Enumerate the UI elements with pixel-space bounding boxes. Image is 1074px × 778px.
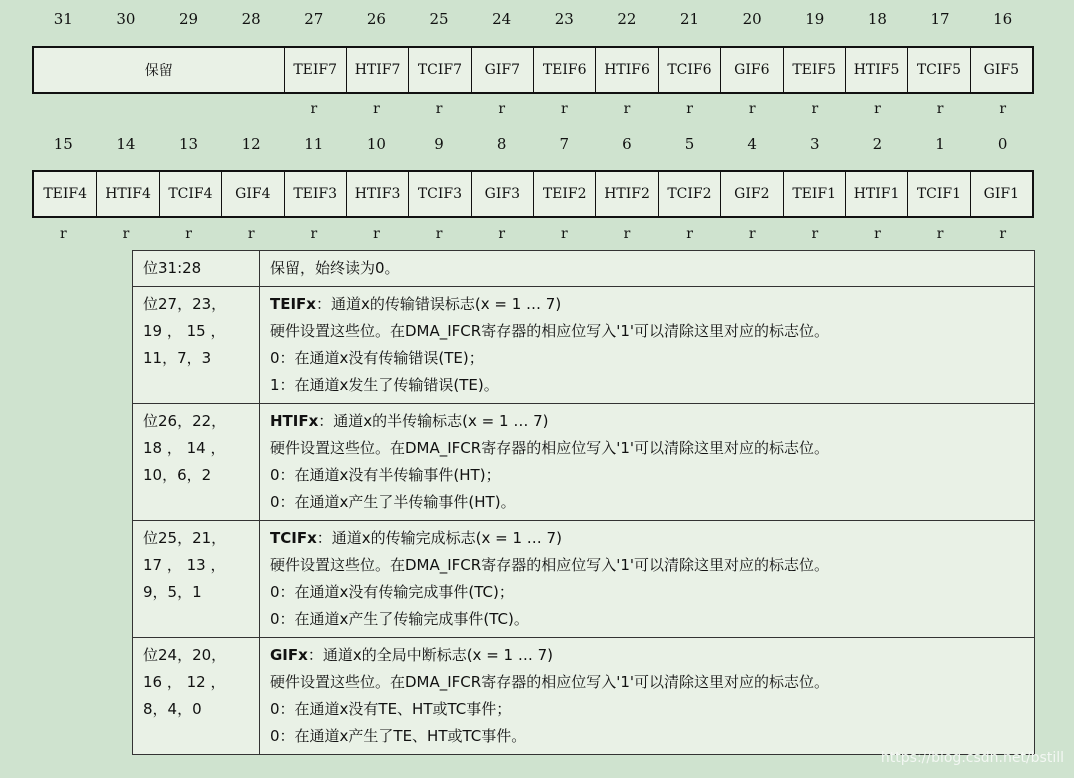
watermark: https://blog.csdn.net/bstill [880, 750, 1064, 766]
bit-range: 位31:28 [133, 251, 260, 287]
description-line: 0：在通道x没有半传输事件(HT)； [270, 466, 501, 484]
register-field: GIF1 [970, 172, 1032, 216]
access-type: r [185, 226, 192, 242]
bit-number: 10 [366, 135, 386, 153]
bit-range: 位27，23， 19 ， 15 ， 11，7，3 [133, 287, 260, 404]
bit-number: 22 [617, 10, 637, 28]
bit-number: 15 [53, 135, 73, 153]
register-field: HTIF4 [96, 172, 158, 216]
register-field: TEIF6 [533, 48, 595, 92]
bit-description-table [132, 250, 1035, 755]
register-field: TEIF3 [284, 172, 346, 216]
register-field: GIF6 [720, 48, 782, 92]
access-type: r [748, 226, 756, 242]
access-type: r [936, 101, 944, 117]
register-field: TEIF1 [783, 172, 845, 216]
bit-number: 25 [429, 10, 449, 28]
bit-description [260, 404, 1035, 521]
field-name: TCIFx [270, 529, 317, 547]
bit-number: 31 [53, 10, 73, 28]
register-field: TEIF2 [533, 172, 595, 216]
register-field: HTIF5 [845, 48, 907, 92]
bit-number: 4 [747, 135, 757, 153]
register-field: TCIF3 [408, 172, 470, 216]
bit-number: 17 [930, 10, 950, 28]
register-field: HTIF1 [845, 172, 907, 216]
access-row-top [32, 101, 1034, 117]
bit-number: 18 [867, 10, 887, 28]
bit-number: 20 [742, 10, 762, 28]
description-line: 硬件设置这些位。在DMA_IFCR寄存器的相应位写入'1'可以清除这里对应的标志位。 [270, 439, 829, 457]
access-type: r [435, 101, 443, 117]
bit-number: 28 [241, 10, 261, 28]
register-row-bottom [32, 170, 1034, 218]
field-name: HTIFx [270, 412, 319, 430]
access-type: r [999, 226, 1007, 242]
bit-number: 30 [116, 10, 136, 28]
description-line: 硬件设置这些位。在DMA_IFCR寄存器的相应位写入'1'可以清除这里对应的标志位。 [270, 322, 829, 340]
bit-number: 7 [559, 135, 570, 153]
bit-description [260, 251, 1035, 287]
bit-number: 3 [810, 135, 820, 153]
description-line: 0：在通道x产生了传输完成事件(TC)。 [270, 610, 529, 628]
access-type: r [122, 226, 130, 242]
bit-number: 23 [554, 10, 574, 28]
bit-number: 19 [805, 10, 825, 28]
access-type: r [748, 101, 756, 117]
access-type: r [811, 226, 819, 242]
access-type: r [686, 226, 693, 242]
register-field: TCIF1 [907, 172, 969, 216]
field-name: TEIFx [270, 295, 316, 313]
register-row-top [32, 46, 1034, 94]
register-field: TCIF5 [907, 48, 969, 92]
description-line: 1：在通道x发生了传输错误(TE)。 [270, 376, 499, 394]
bit-range: 位26，22， 18 ， 14 ， 10，6，2 [133, 404, 260, 521]
bit-description [260, 287, 1035, 404]
bit-number: 6 [622, 135, 632, 153]
access-row-bottom [32, 226, 1034, 242]
description-row [133, 251, 1035, 287]
access-type: r [373, 101, 380, 117]
access-type: r [373, 226, 380, 242]
register-field: GIF2 [720, 172, 782, 216]
bit-numbers-top [32, 10, 1034, 28]
bit-number: 13 [179, 135, 199, 153]
field-heading [270, 408, 1024, 435]
access-type: r [560, 101, 568, 117]
bit-number: 0 [997, 135, 1008, 153]
description-line: 0：在通道x产生了半传输事件(HT)。 [270, 493, 516, 511]
access-type: r [310, 226, 318, 242]
bit-numbers-bottom [32, 135, 1034, 153]
bit-number: 26 [366, 10, 386, 28]
register-field: GIF4 [221, 172, 283, 216]
description-line: 保留，始终读为0。 [270, 259, 400, 277]
register-field: HTIF2 [595, 172, 657, 216]
access-type: r [435, 226, 443, 242]
bit-range: 位25，21， 17 ， 13 ， 9，5，1 [133, 521, 260, 638]
description-line: 0：在通道x没有传输完成事件(TC)； [270, 583, 514, 601]
bit-number: 29 [179, 10, 199, 28]
access-type: r [623, 101, 631, 117]
bit-description [260, 521, 1035, 638]
bit-number: 2 [872, 135, 883, 153]
access-type: r [623, 226, 631, 242]
register-field: GIF7 [471, 48, 533, 92]
reserved-field: 保留 [144, 63, 173, 79]
access-type: r [498, 101, 506, 117]
field-heading [270, 525, 1024, 552]
description-row [133, 638, 1035, 755]
register-field: HTIF3 [346, 172, 408, 216]
field-title: ：通道x的传输错误标志(x = 1 … 7) [315, 295, 562, 313]
register-field: GIF3 [471, 172, 533, 216]
description-row [133, 287, 1035, 404]
description-line: 0：在通道x产生了TE、HT或TC事件。 [270, 727, 527, 745]
access-type: r [560, 226, 568, 242]
bit-number: 12 [241, 135, 261, 153]
bit-number: 8 [496, 135, 507, 153]
description-row [133, 521, 1035, 638]
register-field: TEIF4 [43, 186, 88, 202]
field-name: GIFx [270, 646, 308, 664]
register-field: TEIF7 [284, 48, 346, 92]
field-heading [270, 642, 1024, 669]
register-field: TCIF7 [408, 48, 470, 92]
access-type: r [686, 101, 693, 117]
access-type: r [936, 226, 944, 242]
access-type: r [999, 101, 1007, 117]
description-row [133, 404, 1035, 521]
register-field: TCIF4 [159, 172, 221, 216]
bit-number: 24 [492, 10, 512, 28]
register-field: TEIF5 [783, 48, 845, 92]
access-type: r [498, 226, 506, 242]
access-type: r [310, 101, 318, 117]
bit-number: 27 [304, 10, 324, 28]
register-field: HTIF7 [346, 48, 408, 92]
access-type: r [874, 101, 881, 117]
access-type: r [59, 226, 67, 242]
access-type: r [811, 101, 819, 117]
register-field: GIF5 [970, 48, 1032, 92]
access-type: r [874, 226, 881, 242]
bit-number: 16 [993, 10, 1013, 28]
bit-number: 21 [680, 10, 700, 28]
field-title: ：通道x的传输完成标志(x = 1 … 7) [316, 529, 562, 547]
register-field: TCIF2 [658, 172, 720, 216]
description-line: 硬件设置这些位。在DMA_IFCR寄存器的相应位写入'1'可以清除这里对应的标志位。 [270, 673, 829, 691]
field-title: ：通道x的半传输标志(x = 1 … 7) [318, 412, 549, 430]
description-line: 0：在通道x没有传输错误(TE)； [270, 349, 484, 367]
bit-number: 1 [935, 135, 945, 153]
access-type: r [247, 226, 255, 242]
description-line: 硬件设置这些位。在DMA_IFCR寄存器的相应位写入'1'可以清除这里对应的标志位。 [270, 556, 829, 574]
bit-number: 11 [304, 135, 324, 153]
field-heading [270, 291, 1024, 318]
field-title: ：通道x的全局中断标志(x = 1 … 7) [307, 646, 554, 664]
description-line: 0：在通道x没有TE、HT或TC事件； [270, 700, 512, 718]
bit-number: 14 [116, 135, 136, 153]
bit-number: 9 [434, 135, 444, 153]
bit-range: 位24，20， 16 ， 12 ， 8，4，0 [133, 638, 260, 755]
register-field: HTIF6 [595, 48, 657, 92]
bit-number: 5 [684, 135, 695, 153]
bit-description [260, 638, 1035, 755]
register-field: TCIF6 [658, 48, 720, 92]
